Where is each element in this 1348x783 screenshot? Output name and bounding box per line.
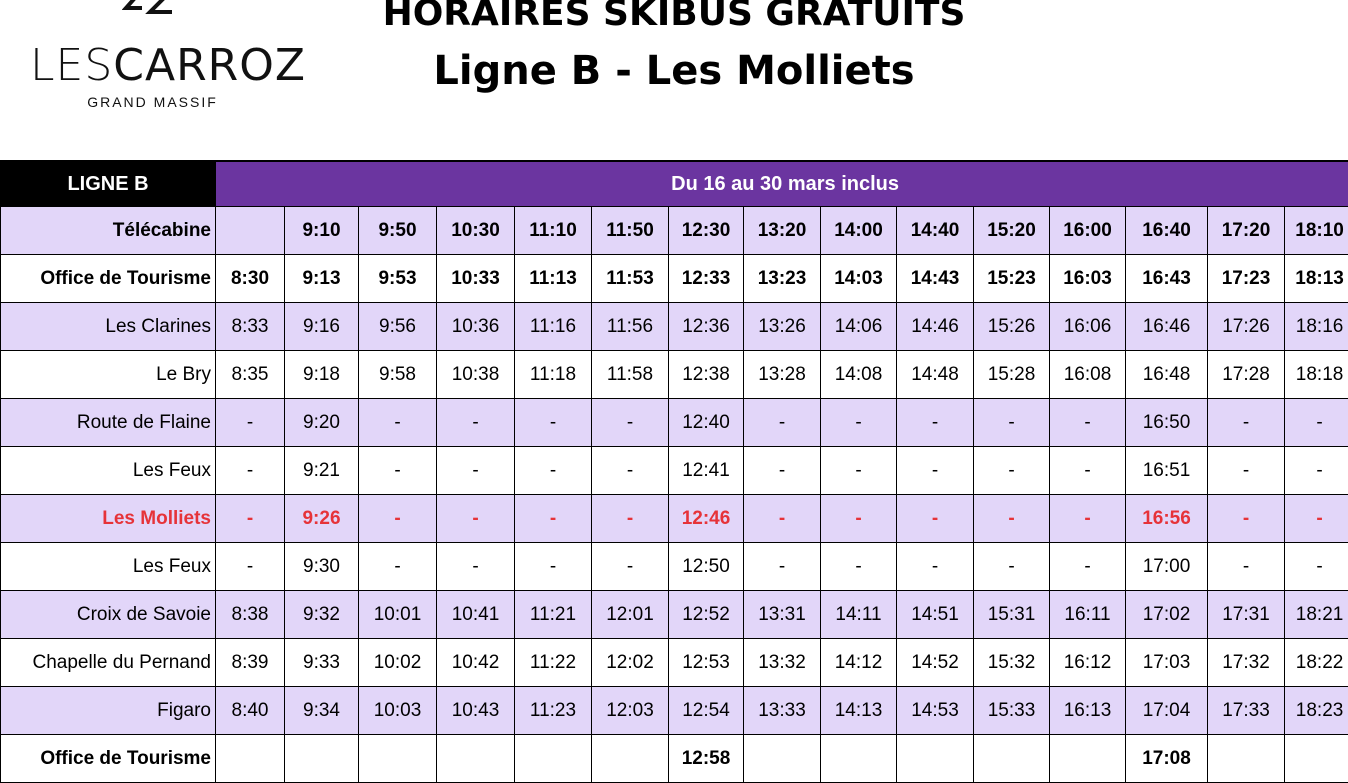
departure-time: 18:21 — [1285, 591, 1348, 639]
departure-time: 16:08 — [1050, 351, 1126, 399]
departure-time: - — [1208, 543, 1285, 591]
departure-time: - — [897, 495, 974, 543]
departure-time: 18:22 — [1285, 639, 1348, 687]
departure-time: - — [359, 543, 437, 591]
departure-time: 14:51 — [897, 591, 974, 639]
departure-time: 14:08 — [821, 351, 897, 399]
departure-time — [821, 735, 897, 783]
departure-time: - — [1285, 495, 1348, 543]
departure-time: 18:18 — [1285, 351, 1348, 399]
table-row — [1, 639, 1348, 687]
departure-time: 15:33 — [974, 687, 1050, 735]
departure-time — [592, 735, 669, 783]
departure-time: 10:01 — [359, 591, 437, 639]
departure-time: 18:13 — [1285, 255, 1348, 303]
departure-time — [744, 735, 821, 783]
departure-time: 17:26 — [1208, 303, 1285, 351]
departure-time: - — [1208, 495, 1285, 543]
stop-name: Chapelle du Pernand — [1, 639, 216, 687]
departure-time — [1285, 735, 1348, 783]
departure-time: 10:33 — [437, 255, 515, 303]
departure-time: 13:33 — [744, 687, 821, 735]
departure-time: 12:03 — [592, 687, 669, 735]
departure-time: 11:18 — [515, 351, 592, 399]
departure-time: 16:50 — [1126, 399, 1208, 447]
table-row — [1, 351, 1348, 399]
stop-name: Les Feux — [1, 447, 216, 495]
departure-time: 12:53 — [669, 639, 744, 687]
stop-name: Office de Tourisme — [1, 735, 216, 783]
departure-time: 18:10 — [1285, 207, 1348, 255]
departure-time: 13:26 — [744, 303, 821, 351]
departure-time: 16:03 — [1050, 255, 1126, 303]
departure-time — [216, 207, 285, 255]
departure-time: 14:03 — [821, 255, 897, 303]
departure-time: 12:36 — [669, 303, 744, 351]
table-row — [1, 447, 1348, 495]
table-row — [1, 255, 1348, 303]
departure-time — [216, 735, 285, 783]
departure-time — [1050, 735, 1126, 783]
departure-time: 12:38 — [669, 351, 744, 399]
logo-carroz: CARROZ — [113, 40, 306, 91]
departure-time: 11:16 — [515, 303, 592, 351]
departure-time: 16:12 — [1050, 639, 1126, 687]
table-row — [1, 207, 1348, 255]
departure-time: 13:20 — [744, 207, 821, 255]
stop-name: Télécabine — [1, 207, 216, 255]
departure-time: 17:02 — [1126, 591, 1208, 639]
departure-time: 12:41 — [669, 447, 744, 495]
departure-time: - — [437, 543, 515, 591]
departure-time: 10:41 — [437, 591, 515, 639]
departure-time: 11:21 — [515, 591, 592, 639]
departure-time: 14:46 — [897, 303, 974, 351]
departure-time: - — [1285, 399, 1348, 447]
departure-time: 14:06 — [821, 303, 897, 351]
departure-time: 12:02 — [592, 639, 669, 687]
departure-time: 17:28 — [1208, 351, 1285, 399]
table-row — [1, 687, 1348, 735]
departure-time: 14:48 — [897, 351, 974, 399]
departure-time: - — [897, 399, 974, 447]
departure-time: 14:53 — [897, 687, 974, 735]
departure-time: 10:43 — [437, 687, 515, 735]
stop-name: Figaro — [1, 687, 216, 735]
departure-time: 10:03 — [359, 687, 437, 735]
departure-time: - — [515, 399, 592, 447]
departure-time: 9:50 — [359, 207, 437, 255]
stop-name: Les Clarines — [1, 303, 216, 351]
departure-time: - — [1208, 447, 1285, 495]
departure-time: - — [1050, 447, 1126, 495]
departure-time: 15:32 — [974, 639, 1050, 687]
departure-time: - — [744, 543, 821, 591]
departure-time: 16:13 — [1050, 687, 1126, 735]
departure-time: - — [1050, 399, 1126, 447]
departure-time: 14:52 — [897, 639, 974, 687]
departure-time: - — [821, 495, 897, 543]
departure-time: - — [821, 543, 897, 591]
departure-time — [285, 735, 359, 783]
departure-time: - — [437, 399, 515, 447]
departure-time: 12:01 — [592, 591, 669, 639]
departure-time: 12:40 — [669, 399, 744, 447]
departure-time: 11:13 — [515, 255, 592, 303]
stop-name: Office de Tourisme — [1, 255, 216, 303]
departure-time: 14:40 — [897, 207, 974, 255]
departure-time: 13:32 — [744, 639, 821, 687]
departure-time: 15:31 — [974, 591, 1050, 639]
departure-time: 16:11 — [1050, 591, 1126, 639]
departure-time: 16:51 — [1126, 447, 1208, 495]
departure-time: 17:04 — [1126, 687, 1208, 735]
stop-name: Croix de Savoie — [1, 591, 216, 639]
departure-time: 18:16 — [1285, 303, 1348, 351]
departure-time: 11:56 — [592, 303, 669, 351]
departure-time: - — [974, 399, 1050, 447]
departure-time: 9:20 — [285, 399, 359, 447]
departure-time: 16:56 — [1126, 495, 1208, 543]
departure-time: 11:23 — [515, 687, 592, 735]
departure-time: - — [1050, 543, 1126, 591]
departure-time: 9:33 — [285, 639, 359, 687]
page-subtitle: Ligne B - Les Molliets — [0, 47, 1348, 95]
stop-name: Les Molliets — [1, 495, 216, 543]
departure-time: - — [744, 399, 821, 447]
departure-time — [515, 735, 592, 783]
stop-name: Le Bry — [1, 351, 216, 399]
departure-time — [437, 735, 515, 783]
line-label: LIGNE B — [1, 161, 216, 207]
departure-time: - — [897, 447, 974, 495]
departure-time: 9:58 — [359, 351, 437, 399]
departure-time — [897, 735, 974, 783]
departure-time: - — [359, 495, 437, 543]
departure-time: 13:23 — [744, 255, 821, 303]
departure-time: - — [359, 447, 437, 495]
departure-time: 11:10 — [515, 207, 592, 255]
departure-time: - — [216, 399, 285, 447]
departure-time: - — [592, 399, 669, 447]
departure-time: 14:43 — [897, 255, 974, 303]
departure-time: 17:20 — [1208, 207, 1285, 255]
departure-time: 10:38 — [437, 351, 515, 399]
table-row — [1, 399, 1348, 447]
departure-time: 9:21 — [285, 447, 359, 495]
table-row — [1, 495, 1348, 543]
departure-time: - — [1208, 399, 1285, 447]
departure-time: - — [592, 495, 669, 543]
departure-time: 12:52 — [669, 591, 744, 639]
departure-time: - — [592, 543, 669, 591]
departure-time: 8:30 — [216, 255, 285, 303]
departure-time: 12:33 — [669, 255, 744, 303]
departure-time: 9:30 — [285, 543, 359, 591]
departure-time: 17:00 — [1126, 543, 1208, 591]
departure-time: 14:11 — [821, 591, 897, 639]
departure-time: 12:30 — [669, 207, 744, 255]
departure-time: 9:16 — [285, 303, 359, 351]
departure-time: - — [359, 399, 437, 447]
table-row — [1, 303, 1348, 351]
departure-time: 10:30 — [437, 207, 515, 255]
departure-time: 10:36 — [437, 303, 515, 351]
departure-time: 11:22 — [515, 639, 592, 687]
departure-time: 11:53 — [592, 255, 669, 303]
departure-time: 15:28 — [974, 351, 1050, 399]
departure-time: 14:13 — [821, 687, 897, 735]
departure-time: 17:03 — [1126, 639, 1208, 687]
departure-time: - — [974, 543, 1050, 591]
departure-time: - — [515, 495, 592, 543]
departure-time: 17:32 — [1208, 639, 1285, 687]
departure-time: 9:10 — [285, 207, 359, 255]
table-header-row — [1, 161, 1348, 207]
departure-time: 15:20 — [974, 207, 1050, 255]
departure-time: - — [437, 495, 515, 543]
departure-time: 11:50 — [592, 207, 669, 255]
departure-time: - — [974, 447, 1050, 495]
departure-time: 13:28 — [744, 351, 821, 399]
departure-time: - — [592, 447, 669, 495]
departure-time: 16:00 — [1050, 207, 1126, 255]
departure-time: 17:33 — [1208, 687, 1285, 735]
departure-time: - — [974, 495, 1050, 543]
departure-time: - — [897, 543, 974, 591]
departure-time: - — [216, 495, 285, 543]
table-row — [1, 543, 1348, 591]
departure-time: 9:56 — [359, 303, 437, 351]
departure-time: - — [821, 399, 897, 447]
departure-time: 9:34 — [285, 687, 359, 735]
departure-time: 9:32 — [285, 591, 359, 639]
table-row — [1, 735, 1348, 783]
departure-time: 16:48 — [1126, 351, 1208, 399]
departure-time: 12:50 — [669, 543, 744, 591]
departure-time: 14:12 — [821, 639, 897, 687]
departure-time: 10:02 — [359, 639, 437, 687]
departure-time: 17:08 — [1126, 735, 1208, 783]
departure-time: - — [515, 447, 592, 495]
departure-time: 16:43 — [1126, 255, 1208, 303]
departure-time: 8:33 — [216, 303, 285, 351]
departure-time: 17:31 — [1208, 591, 1285, 639]
departure-time: 9:18 — [285, 351, 359, 399]
departure-time — [359, 735, 437, 783]
departure-time: 8:40 — [216, 687, 285, 735]
departure-time: 13:31 — [744, 591, 821, 639]
departure-time: 12:46 — [669, 495, 744, 543]
departure-time: 8:38 — [216, 591, 285, 639]
period-label: Du 16 au 30 mars inclus — [216, 161, 1348, 207]
departure-time: - — [821, 447, 897, 495]
departure-time: - — [216, 447, 285, 495]
logo-les: LES — [30, 40, 113, 91]
departure-time: 16:06 — [1050, 303, 1126, 351]
departure-time: - — [1285, 543, 1348, 591]
departure-time: - — [744, 495, 821, 543]
departure-time: 17:23 — [1208, 255, 1285, 303]
departure-time — [1208, 735, 1285, 783]
schedule-table — [0, 160, 1348, 783]
table-row — [1, 591, 1348, 639]
departure-time: 14:00 — [821, 207, 897, 255]
departure-time: 12:58 — [669, 735, 744, 783]
departure-time: 18:23 — [1285, 687, 1348, 735]
departure-time: 12:54 — [669, 687, 744, 735]
departure-time: - — [1285, 447, 1348, 495]
logo-subtitle: GRAND MASSIF — [30, 94, 275, 110]
departure-time: 15:23 — [974, 255, 1050, 303]
departure-time: 8:39 — [216, 639, 285, 687]
stop-name: Route de Flaine — [1, 399, 216, 447]
departure-time: - — [1050, 495, 1126, 543]
departure-time: 10:42 — [437, 639, 515, 687]
departure-time: 9:53 — [359, 255, 437, 303]
stop-name: Les Feux — [1, 543, 216, 591]
departure-time: - — [515, 543, 592, 591]
departure-time: - — [437, 447, 515, 495]
departure-time: 8:35 — [216, 351, 285, 399]
departure-time: 9:26 — [285, 495, 359, 543]
departure-time: - — [744, 447, 821, 495]
departure-time: 9:13 — [285, 255, 359, 303]
departure-time: 15:26 — [974, 303, 1050, 351]
page-title: HORAIRES SKIBUS GRATUITS — [0, 0, 1348, 38]
departure-time: 16:46 — [1126, 303, 1208, 351]
departure-time: - — [216, 543, 285, 591]
departure-time: 16:40 — [1126, 207, 1208, 255]
departure-time: 11:58 — [592, 351, 669, 399]
departure-time — [974, 735, 1050, 783]
